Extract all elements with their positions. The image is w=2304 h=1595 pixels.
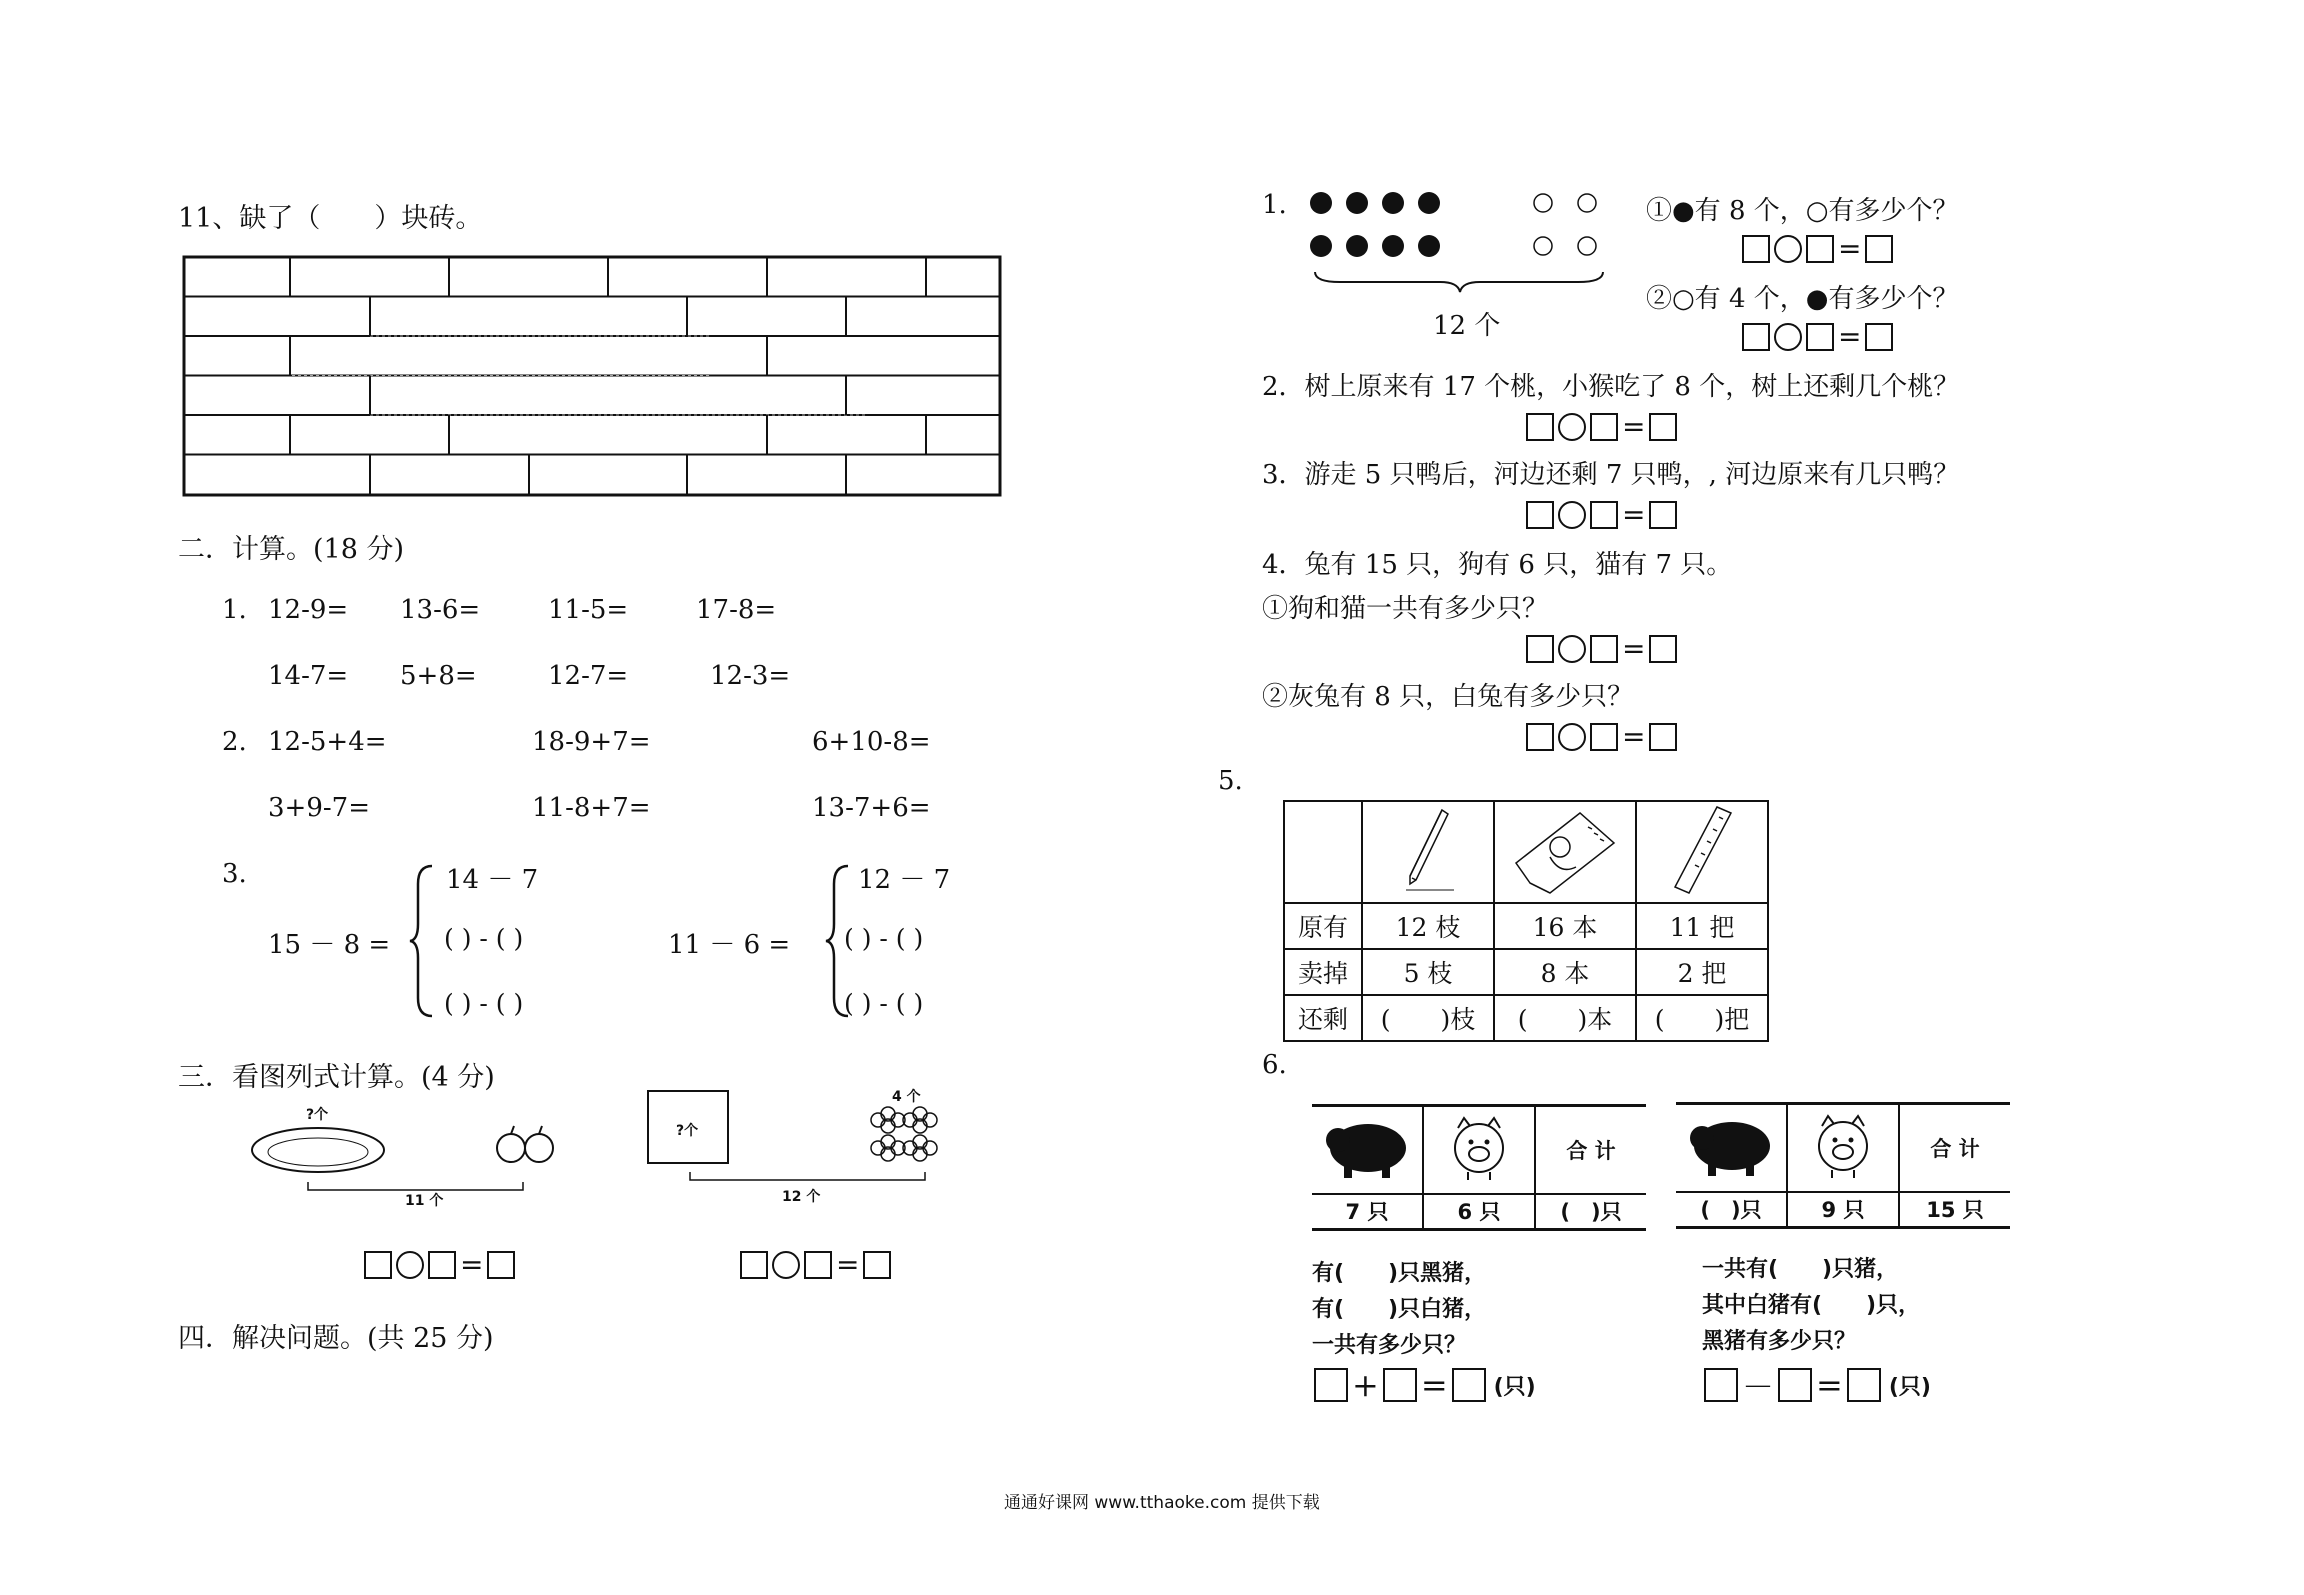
answer-box[interactable] [1526,723,1554,751]
pencil-value: 12 枝 [1362,903,1494,949]
calc-expr: 13-7+6= [812,793,931,823]
black-count: 7 只 [1312,1194,1423,1230]
r-q4: 4．兔有 15 只，狗有 6 只，猫有 7 只。 [1262,550,1733,580]
answer-box[interactable] [1590,501,1618,529]
answer-box[interactable] [863,1251,891,1279]
answer-box[interactable] [1649,723,1677,751]
plate-apples-figure [248,1120,568,1200]
brick-wall [182,255,1002,498]
calc-expr: 18-9+7= [532,727,651,757]
pencil-value: 5 枝 [1362,949,1494,995]
answer-box[interactable] [1383,1368,1417,1402]
r-q3: 3．游走 5 只鸭后，河边还剩 7 只鸭，, 河边原来有几只鸭？ [1262,460,1960,490]
q6a-formula: + = (只) [1312,1366,1536,1404]
answer-box[interactable] [1865,235,1893,263]
operator-circle[interactable] [396,1251,424,1279]
r-q6-num: 6. [1262,1050,1287,1080]
section-3-title: 三．看图列式计算。(4 分) [178,1062,495,1093]
fig1-formula: = [362,1248,517,1281]
answer-box[interactable] [1865,323,1893,351]
unit-label: (只) [1493,1374,1536,1400]
r-q1-b: ②○有 4 个，●有多少个？ [1646,284,1959,314]
black-pig-cell [1676,1104,1787,1192]
black-pig-icon [1686,1112,1776,1178]
q6a-line2: 有( )只白猪， [1312,1297,1487,1322]
black-pig-cell [1312,1106,1423,1194]
calc-expr: 11-8+7= [532,793,651,823]
q11-prompt: 11、缺了（ ）块砖。 [178,203,483,234]
section-2-title: 二．计算。(18 分) [178,534,405,565]
answer-box[interactable] [1806,235,1834,263]
fig1-question: ?个 [306,1107,329,1123]
fig2-formula: = [738,1248,893,1281]
answer-box[interactable] [1742,323,1770,351]
answer-box[interactable] [1590,413,1618,441]
q6a-line1: 有( )只黑猪， [1312,1261,1487,1286]
ruler-value: 11 把 [1636,903,1768,949]
pig-table-a [1312,1104,1646,1231]
book-cell [1494,801,1636,903]
white-pig-icon [1798,1110,1888,1180]
answer-box[interactable] [1847,1368,1881,1402]
pencil-value[interactable]: ( )枝 [1362,995,1494,1041]
fig2-question: ?个 [676,1123,699,1139]
goods-table [1283,800,1769,1042]
fig2-count: 4 个 [892,1089,921,1105]
q6b-line1: 一共有( )只猪， [1702,1257,1899,1282]
q6b-line3: 黑猪有多少只？ [1702,1329,1857,1354]
r-q5-num: 5. [1218,766,1243,796]
fig2-total: 12 个 [782,1189,821,1205]
total-count[interactable]: ( )只 [1535,1194,1646,1230]
white-pig-cell [1423,1106,1535,1194]
table-corner [1284,801,1362,903]
answer-box[interactable] [1742,235,1770,263]
total-header: 合 计 [1899,1104,2010,1192]
total-header: 合 计 [1535,1106,1646,1194]
r-q4b-formula: = [1524,720,1679,753]
white-count: 9 只 [1787,1192,1899,1228]
row-label: 还剩 [1284,995,1362,1041]
black-count[interactable]: ( )只 [1676,1192,1787,1228]
operator-circle[interactable] [1558,723,1586,751]
answer-box[interactable] [1452,1368,1486,1402]
black-pig-icon [1322,1114,1412,1180]
answer-box[interactable] [1649,635,1677,663]
plus-sign: + [1352,1366,1379,1404]
operator-circle[interactable] [1558,501,1586,529]
answer-box[interactable] [487,1251,515,1279]
answer-box[interactable] [740,1251,768,1279]
r-q1-num: 1. [1262,190,1287,220]
ruler-value: 2 把 [1636,949,1768,995]
split-left: 15 － 8 = [268,930,391,960]
book-value[interactable]: ( )本 [1494,995,1636,1041]
r-q3-formula: = [1524,498,1679,531]
white-pig-icon [1434,1112,1524,1182]
answer-box[interactable] [428,1251,456,1279]
row-label: 卖掉 [1284,949,1362,995]
calc-expr: 12-9= [268,595,349,625]
r-q1b-formula: = [1740,320,1895,353]
operator-circle[interactable] [1774,323,1802,351]
pencil-icon [1398,804,1458,894]
answer-box[interactable] [1649,413,1677,441]
answer-box[interactable] [1314,1368,1348,1402]
calc-expr: 12-5+4= [268,727,387,757]
answer-box[interactable] [1649,501,1677,529]
q6a-line3: 一共有多少只？ [1312,1333,1467,1358]
footer-credit: 通通好课网 www.tthaoke.com 提供下载 [1004,1493,1320,1513]
left-brace-icon [408,862,436,1020]
minus-sign: － [1742,1368,1775,1406]
r-q2-formula: = [1524,410,1679,443]
book-value: 16 本 [1494,903,1636,949]
calc-expr: 5+8= [400,661,477,691]
dots-total: 12 个 [1433,311,1501,341]
calc-expr: 17-8= [696,595,777,625]
calc-expr: 3+9-7= [268,793,370,823]
q6b-line2: 其中白猪有( )只， [1702,1293,1921,1318]
calc-expr: 14-7= [268,661,349,691]
r-q4-b: ②灰兔有 8 只，白兔有多少只？ [1262,682,1634,712]
answer-box[interactable] [1526,501,1554,529]
r-q4-a: ①狗和猫一共有多少只？ [1262,594,1549,624]
dots-figure [1300,188,1620,298]
r-q2: 2．树上原来有 17 个桃，小猴吃了 8 个，树上还剩几个桃？ [1262,372,1960,402]
calc-expr: 12-7= [548,661,629,691]
split-top: 12 － 7 [858,865,951,895]
answer-box[interactable] [1590,723,1618,751]
answer-box[interactable] [1704,1368,1738,1402]
white-count: 6 只 [1423,1194,1535,1230]
answer-box[interactable] [804,1251,832,1279]
pig-table-b [1676,1102,2010,1229]
total-count: 15 只 [1899,1192,2010,1228]
pencil-cell [1362,801,1494,903]
answer-box[interactable] [1778,1368,1812,1402]
answer-box[interactable] [1526,413,1554,441]
operator-circle[interactable] [1558,635,1586,663]
q6b-formula: － = (只) [1702,1362,1931,1408]
calc-expr: 12-3= [710,661,791,691]
split-blank: ( ) - ( ) [444,924,524,953]
unit-label: (只) [1888,1374,1931,1400]
calc-1-num: 1. [222,595,247,625]
operator-circle[interactable] [1774,235,1802,263]
section-4-title: 四．解决问题。(共 25 分) [178,1323,494,1354]
row-label: 原有 [1284,903,1362,949]
operator-circle[interactable] [1558,413,1586,441]
fig1-total: 11 个 [405,1193,444,1209]
split-blank: ( ) - ( ) [844,989,924,1018]
r-q1a-formula: = [1740,232,1895,265]
calc-expr: 6+10-8= [812,727,931,757]
ruler-icon [1667,803,1737,895]
calc-expr: 11-5= [548,595,629,625]
operator-circle[interactable] [772,1251,800,1279]
r-q4a-formula: = [1524,632,1679,665]
split-blank: ( ) - ( ) [844,924,924,953]
r-q1-a: ①●有 8 个，○有多少个？ [1646,196,1959,226]
split-blank: ( ) - ( ) [444,989,524,1018]
calc-expr: 13-6= [400,595,481,625]
ruler-cell [1636,801,1768,903]
white-pig-cell [1787,1104,1899,1192]
answer-box[interactable] [364,1251,392,1279]
answer-box[interactable] [1590,635,1618,663]
book-value: 8 本 [1494,949,1636,995]
calc-2-num: 2. [222,727,247,757]
split-top: 14 － 7 [446,865,539,895]
calc-3-num: 3. [222,859,247,889]
split-left: 11 － 6 = [668,930,791,960]
answer-box[interactable] [1526,635,1554,663]
book-icon [1510,803,1620,895]
ruler-value[interactable]: ( )把 [1636,995,1768,1041]
answer-box[interactable] [1806,323,1834,351]
